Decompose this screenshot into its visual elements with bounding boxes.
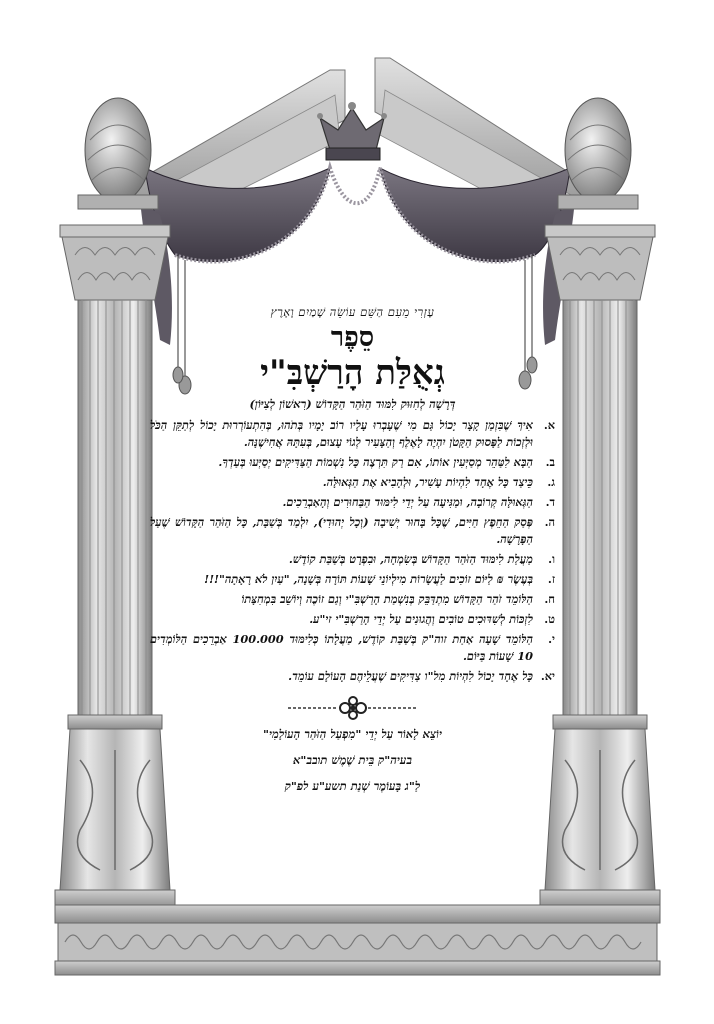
point-text: הַגְּאוּלָּה קְרוֹבָה, וּמַגִּיעָה עַל יְדֵי לִימּוּד הַבַּחוּרִים וְהָאַבְרֵכִים. bbox=[282, 495, 533, 509]
bottom-base bbox=[55, 905, 660, 975]
point-text: מַעֲלַת לִימּוּד הַזֹּהַר הַקָּדוֹשׁ בְּשִׂמְחָה, וּבִפְרָט בְּשַׁבַּת קוֹדֶשׁ. bbox=[288, 552, 533, 566]
list-item bbox=[150, 571, 555, 588]
document-content bbox=[150, 305, 555, 805]
date-line: לַ"ג בָּעוֹמֶר שְׁנַת תשע"ע לפ"ק bbox=[284, 779, 421, 793]
publisher-line: יוֹצֵא לָאוֹר עַל יְדֵי "מִפְעַל הַזֹּהַר הָעוֹלָמִי" bbox=[263, 727, 442, 741]
page-title: גְאֻלַּת הָרַשְׁבִּ"י bbox=[260, 353, 445, 393]
point-number: י. bbox=[548, 632, 555, 646]
point-number: ד. bbox=[545, 495, 555, 509]
list-item bbox=[150, 631, 555, 665]
point-number: ה. bbox=[544, 515, 555, 529]
points-list bbox=[150, 417, 555, 685]
location-line: בעיה"ק בֵּית שֶׁמֶשׁ תובב"א bbox=[293, 753, 412, 767]
list-item bbox=[150, 611, 555, 628]
point-number: ג. bbox=[547, 475, 555, 489]
point-text: הַבָּא לִטַּהֵר מְסַיְּעִין אוֹתוֹ, אִם רַק תִּרְצֶה כָּל נִשְׁמוֹת הַצַּדִּיקִים יְסַיְּעוּ בְּעַדְךָ. bbox=[218, 455, 533, 469]
point-text: כָּל אֶחָד יָכוֹל לִהְיוֹת מִל"ו צַדִּיקִים שֶׁעֲלֵיהֶם הָעוֹלָם עוֹמֵד. bbox=[288, 669, 533, 683]
point-number: ט. bbox=[544, 612, 555, 626]
point-text: הַלּוֹמֵד שָׁעָה אַחַת זוה"ק בְּשַׁבַּת קוֹדֶשׁ, מַעֲלָתוֹ כְּלִימּוּד 100.000 אַבְרֵכִים הַלּוֹמְדִים 10 שָׁעוֹת בַּיּוֹם. bbox=[150, 632, 533, 663]
list-item bbox=[150, 591, 555, 608]
point-text: אִיךְ שֶׁבִּזְמַן קָצָר יָכוֹל גַּם מִי שֶׁעָבְרוּ עָלָיו רוֹב יָמָיו בְּתֹהוּ, בְּהִתְעוֹרְרוּת יָכוֹל לְתַקֵּן הַכֹּל וּלְזְכוֹת לַפָּסוּק הַקָּטֹן יִהְיֶה לָאֶלֶף וְהַצָּעִיר לְגוֹי עָצוּם, בְּעִתָּהּ אֲחִישֶׁנָּה. bbox=[150, 418, 533, 449]
list-item bbox=[150, 454, 555, 471]
point-number: א. bbox=[543, 418, 555, 432]
point-number: ב. bbox=[545, 455, 555, 469]
list-item bbox=[150, 474, 555, 491]
top-blessing: עֶזְרִי מֵעִם הַשֵּׁם עוֹשֵׂה שָׁמַיִם וָאָרֶץ bbox=[270, 305, 435, 319]
subtitle: דְּרָשָׁה לְחִזּוּק לִמּוּד הַזֹּהַר הַקָּדוֹשׁ (רִאשׁוֹן לְצִיּוֹן) bbox=[249, 397, 456, 411]
point-text: פְּסַק הַחֵפֶץ חַיִּים, שֶׁכָּל בָּחוּר יְשִׁיבָה (וְכָל יְהוּדִי), יִלְמַד בְּשַׁבָּת, כָּל הַזֹּהַר הַקָּדוֹשׁ שֶׁעַל הַפָּרָשָׁה. bbox=[150, 515, 533, 546]
sefer-heading: סֵפֶר bbox=[330, 322, 375, 353]
list-item bbox=[150, 514, 555, 548]
list-item bbox=[150, 417, 555, 451]
point-text: הַלּוֹמֵד זֹהַר הַקָּדוֹשׁ מִתְדַּבֵּק בְּנִשְׁמַת הָרַשְׁבִּ"י וְגַם זוֹכֶה וְיוֹשֵׁב בִּמְחִצָּתוֹ bbox=[241, 592, 533, 606]
scroll-ornament-icon bbox=[283, 695, 423, 721]
list-item bbox=[150, 668, 555, 685]
point-number: יא. bbox=[540, 669, 555, 683]
point-text: בְּעֶשֶׂר ₪ לַיּוֹם זוֹכִים לַעֲשָׂרוֹת מִילְיוֹנֵי שָׁעוֹת תּוֹרָה בְּשָׁנָה, "עַיִן לֹא רָאָתָה"!!! bbox=[204, 572, 533, 586]
list-item bbox=[150, 551, 555, 568]
list-item bbox=[150, 494, 555, 511]
point-number: ז. bbox=[547, 572, 555, 586]
point-number: ו. bbox=[548, 552, 555, 566]
point-text: כֵּיצַד כָּל אֶחָד לִהְיוֹת עָשִׁיר, וּלְהָבִיא אֶת הַגְּאוּלָּה. bbox=[322, 475, 533, 489]
point-number: ח. bbox=[544, 592, 555, 606]
point-text: לִזְכּוֹת לְשִׁדּוּכִים טוֹבִים וְהֲגוּנִים עַל יְדֵי הָרַשְׁבִּ"י זי"ע. bbox=[309, 612, 533, 626]
